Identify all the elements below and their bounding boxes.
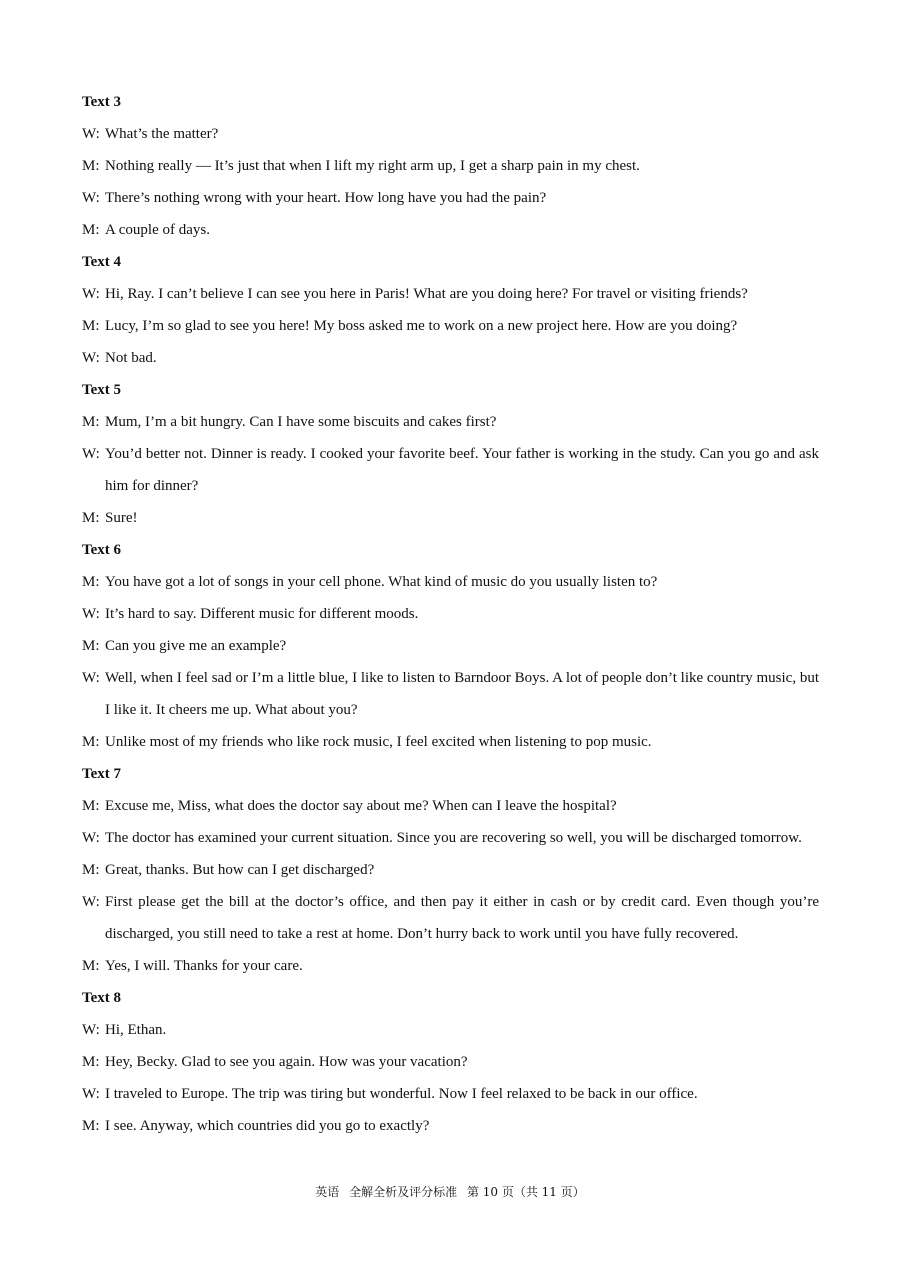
dialogue-line [82, 150, 819, 182]
speaker-label: W: [82, 606, 100, 622]
dialogue-line [82, 822, 819, 854]
dialogue-line [82, 118, 819, 150]
speaker-label: M: [82, 958, 100, 974]
speaker-label: M: [82, 222, 100, 238]
section-heading: Text 6 [82, 542, 122, 558]
section-heading: Text 5 [82, 382, 122, 398]
dialogue-text: Nothing really — It’s just that when I lift my right arm up, I get a sharp pain in my chest. [105, 158, 640, 174]
dialogue-text: I see. Anyway, which countries did you go to exactly? [105, 1118, 430, 1134]
dialogue-text: A couple of days. [105, 222, 210, 238]
dialogue-text: First please get the bill at the doctor’s office, and then pay it either in cash or by credit card. Even though you’re discharged, you still need to take a rest at home. Don’t hurry back to work until you have fully recovered. [105, 894, 819, 942]
footer-page-number: 第 10 页（共 11 页） [466, 1185, 585, 1199]
section-heading: Text 4 [82, 254, 122, 270]
dialogue-text: I traveled to Europe. The trip was tiring but wonderful. Now I feel relaxed to be back in our office. [105, 1086, 698, 1102]
speaker-label: M: [82, 1054, 100, 1070]
dialogue-text: Excuse me, Miss, what does the doctor say about me? When can I leave the hospital? [105, 798, 617, 814]
dialogue-line [82, 438, 819, 502]
dialogue-text: Hey, Becky. Glad to see you again. How was your vacation? [105, 1054, 468, 1070]
dialogue-line [82, 182, 819, 214]
dialogue-line [82, 214, 819, 246]
footer-subject: 英语 [315, 1185, 340, 1199]
dialogue-text: You’d better not. Dinner is ready. I cooked your favorite beef. Your father is working in the study. Can you go and ask him for dinner? [105, 446, 819, 494]
speaker-label: M: [82, 638, 100, 654]
page-footer [0, 1183, 900, 1200]
dialogue-text: There’s nothing wrong with your heart. How long have you had the pain? [105, 190, 547, 206]
dialogue-text: Can you give me an example? [105, 638, 287, 654]
speaker-label: W: [82, 830, 100, 846]
speaker-label: M: [82, 574, 100, 590]
dialogue-text: Unlike most of my friends who like rock music, I feel excited when listening to pop music. [105, 734, 652, 750]
dialogue-line [82, 790, 819, 822]
section-text-3 [82, 86, 819, 246]
dialogue-line [82, 1046, 819, 1078]
dialogue-line [82, 566, 819, 598]
dialogue-text: Yes, I will. Thanks for your care. [105, 958, 303, 974]
dialogue-line [82, 1014, 819, 1046]
speaker-label: M: [82, 510, 100, 526]
speaker-label: W: [82, 446, 100, 462]
dialogue-text: It’s hard to say. Different music for different moods. [105, 606, 419, 622]
speaker-label: M: [82, 862, 100, 878]
dialogue-text: Sure! [105, 510, 138, 526]
section-text-5 [82, 374, 819, 534]
dialogue-line [82, 726, 819, 758]
section-heading: Text 3 [82, 94, 122, 110]
dialogue-line [82, 854, 819, 886]
dialogue-text: What’s the matter? [105, 126, 219, 142]
section-heading: Text 8 [82, 990, 122, 1006]
dialogue-text: Hi, Ethan. [105, 1022, 167, 1038]
dialogue-text: Not bad. [105, 350, 157, 366]
speaker-label: W: [82, 670, 100, 686]
speaker-label: M: [82, 318, 100, 334]
speaker-label: W: [82, 894, 100, 910]
speaker-label: M: [82, 414, 100, 430]
dialogue-line [82, 630, 819, 662]
dialogue-line [82, 1110, 819, 1142]
dialogue-line [82, 342, 819, 374]
dialogue-line [82, 950, 819, 982]
speaker-label: M: [82, 1118, 100, 1134]
dialogue-line [82, 662, 819, 726]
dialogue-line [82, 1078, 819, 1110]
dialogue-text: You have got a lot of songs in your cell phone. What kind of music do you usually listen to? [105, 574, 658, 590]
speaker-label: W: [82, 1086, 100, 1102]
dialogue-line [82, 502, 819, 534]
dialogue-text: The doctor has examined your current situation. Since you are recovering so well, you will be discharged tomorrow. [105, 830, 802, 846]
section-heading: Text 7 [82, 766, 122, 782]
section-text-7 [82, 758, 819, 982]
footer-label: 全解全析及评分标准 [349, 1185, 458, 1199]
speaker-label: M: [82, 734, 100, 750]
dialogue-line [82, 278, 819, 310]
section-text-4 [82, 246, 819, 374]
dialogue-line [82, 406, 819, 438]
dialogue-text: Lucy, I’m so glad to see you here! My boss asked me to work on a new project here. How are you doing? [105, 318, 738, 334]
speaker-label: W: [82, 126, 100, 142]
speaker-label: W: [82, 350, 100, 366]
dialogue-line [82, 886, 819, 950]
speaker-label: M: [82, 798, 100, 814]
dialogue-line [82, 598, 819, 630]
dialogue-text: Hi, Ray. I can’t believe I can see you here in Paris! What are you doing here? For travel or visiting friends? [105, 286, 748, 302]
speaker-label: W: [82, 286, 100, 302]
speaker-label: W: [82, 1022, 100, 1038]
dialogue-text: Great, thanks. But how can I get discharged? [105, 862, 375, 878]
speaker-label: M: [82, 158, 100, 174]
section-text-8 [82, 982, 819, 1142]
dialogue-line [82, 310, 819, 342]
transcript-page [82, 86, 819, 1142]
dialogue-text: Mum, I’m a bit hungry. Can I have some biscuits and cakes first? [105, 414, 497, 430]
speaker-label: W: [82, 190, 100, 206]
dialogue-text: Well, when I feel sad or I’m a little blue, I like to listen to Barndoor Boys. A lot of people don’t like country music, but I like it. It cheers me up. What about you? [105, 670, 819, 718]
section-text-6 [82, 534, 819, 758]
